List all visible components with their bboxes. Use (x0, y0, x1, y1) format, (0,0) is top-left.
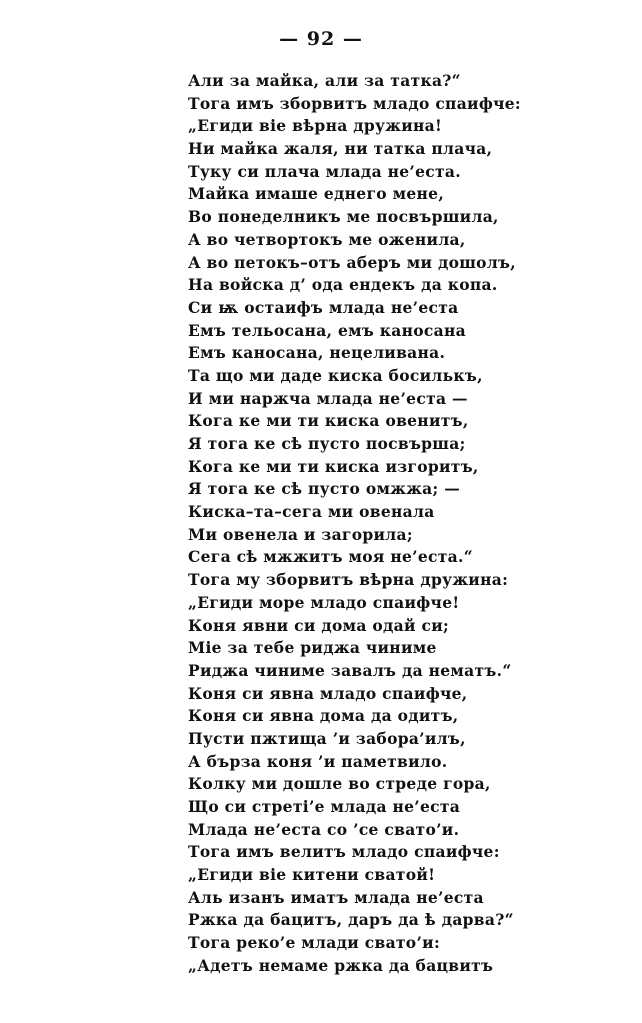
poem-line: Тога имъ зборвитъ младо спаифче: (188, 93, 521, 113)
poem-line: „Адетъ немаме ржка да бацвитъ (188, 955, 494, 975)
poem-line: Коня си явна дома да одитъ, (188, 706, 459, 726)
poem-line: Я тога ке сѣ пусто омжжа; — (188, 479, 461, 499)
poem-line: Емъ каносана, нецеливана. (188, 343, 446, 363)
poem-line: Ни майка жаля, ни татка плача, (188, 139, 493, 159)
poem-line: Пусти пжтища ’и забора’илъ, (188, 728, 466, 748)
poem-line: „Егиди віе вѣрна дружина! (188, 116, 443, 136)
poem-line: Міе за тебе риджа чиниме (188, 638, 437, 658)
poem-line: А во четвортокъ ме оженила, (188, 229, 466, 249)
poem-line: А бързa коня ’и паметвило. (188, 751, 448, 771)
poem-line: Тога му зборвитъ вѣрна дружина: (188, 570, 509, 590)
poem-line: Що си стреті’е млада не’еста (188, 797, 461, 816)
poem-line: Млада не’еста со ’се свато’и. (188, 819, 460, 839)
poem-line: Емъ тельосана, емъ каносана (188, 320, 466, 340)
poem-line: Ми овенела и загорила; (188, 524, 413, 544)
poem-line: На войска д’ ода ендекъ да копа. (188, 275, 498, 295)
poem-line: И ми наржча млада не’еста — (188, 388, 468, 408)
poem-line: Риджа чиниме завалъ да нематъ.“ (188, 660, 512, 680)
poem-line: Кога ке ми ти киска изгоритъ, (188, 456, 479, 476)
poem-line: Али за майка, али за татка?“ (188, 71, 461, 90)
poem-line: „Егиди море младо спаифче! (188, 592, 460, 612)
page-number: — 92 — (279, 28, 363, 50)
poem-line: Туку си плача млада не’еста. (188, 161, 461, 181)
poem-line: Си ѭ остаифъ млада не’еста (188, 297, 459, 317)
poem-line: Тога имъ велитъ младо спаифче: (188, 842, 500, 862)
poem-line: Кога ке ми ти киска овенитъ, (188, 411, 469, 431)
poem-line: Тога реко’е млади свато’и: (188, 933, 440, 953)
poem-line: Колку ми дошле во стреде гора, (188, 774, 491, 794)
poem-line: А во петокъ–отъ аберъ ми дошолъ, (188, 252, 516, 272)
poem-line: Во понеделникъ ме посвършила, (188, 207, 499, 227)
poem-line: Сега сѣ мжжитъ моя не’еста.“ (188, 547, 473, 567)
poem-line: Майка имаше еднего мене, (188, 184, 445, 204)
poem-line: Коня си явна младо спаифче, (188, 683, 468, 703)
poem-line: Аль изанъ иматъ млада не’еста (188, 887, 484, 907)
poem-line: Коня явни си дома одай си; (188, 615, 450, 635)
poem-line: Киска–та–сега ми овенала (188, 502, 435, 522)
poem-line: Та що ми даде киска босилькъ, (188, 365, 483, 385)
poem-text (188, 70, 608, 978)
poem-line: Ржка да бацитъ, даръ да ѣ дарва?“ (188, 910, 514, 930)
poem-line: Я тога ке сѣ пусто посвърша; (188, 434, 466, 453)
poem-line: „Егиди віе китени сватой! (188, 865, 436, 885)
